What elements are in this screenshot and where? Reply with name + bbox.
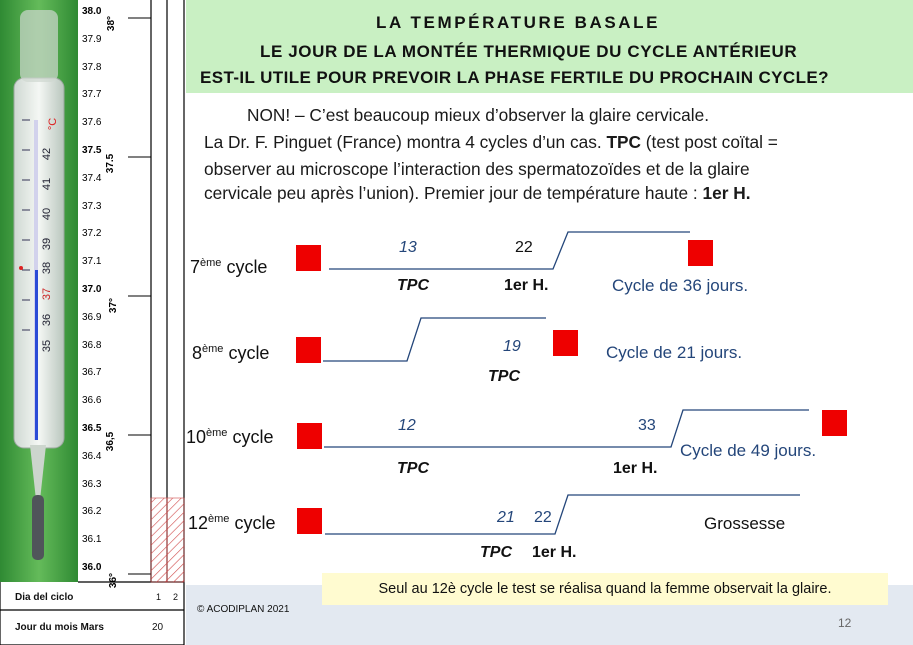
scale-value: 37.1 (82, 256, 102, 268)
cycle-10-start-marker (297, 423, 322, 449)
thermo-label-36: 36 (41, 313, 54, 327)
cycle-10-tpc-day: 12 (398, 417, 416, 434)
thermo-label-42: 42 (41, 147, 54, 161)
cycle-12-label (188, 513, 275, 534)
scale-value: 36.8 (82, 339, 102, 351)
scale-value: 37.5 (82, 145, 102, 156)
cycle-12-tpc: TPC (480, 544, 512, 561)
high-temp-abbrev: 1er H. (702, 183, 751, 203)
cycle-12-num: 12 (188, 513, 209, 533)
cycle-8-label (192, 343, 269, 364)
scale-value: 37.9 (82, 33, 102, 45)
cycle-8-end-marker (553, 330, 578, 356)
cycle-8-sup: ème (202, 343, 224, 355)
thermo-label-37: 37 (41, 287, 54, 301)
scale-value: 36.7 (82, 367, 102, 379)
scale-value: 36.6 (82, 395, 102, 407)
title-line-1: LA TEMPÉRATURE BASALE (376, 13, 661, 32)
scale-value: 37.2 (82, 228, 102, 240)
cycle-7-word: cycle (226, 257, 268, 277)
thermo-label-40: 40 (41, 207, 54, 221)
cycle-12-start-marker (297, 508, 322, 534)
cycle-7-length: Cycle de 36 jours. (612, 276, 749, 295)
scale-value: 37.3 (82, 200, 102, 212)
scale-rot-36: 36° (108, 572, 120, 589)
cycle-10-high-day: 33 (638, 417, 656, 434)
cycle-7-start-marker (296, 245, 321, 271)
cycle-8-length: Cycle de 21 jours. (606, 343, 743, 362)
tpc-abbrev: TPC (606, 132, 641, 152)
cycle-day-1: 1 (156, 592, 162, 602)
scale-value: 36.4 (82, 450, 102, 462)
cycle-7-sup: ème (200, 257, 222, 269)
thermo-label-celsius: °C (47, 117, 60, 131)
scale-value: 38.0 (82, 6, 102, 17)
cycle-10-word: cycle (232, 427, 274, 447)
cycle-10-num: 10 (186, 427, 207, 447)
cycle-7-label (190, 257, 267, 278)
cycle-10-length: Cycle de 49 jours. (680, 441, 817, 460)
cycle-8-num: 8 (192, 343, 203, 363)
cycle-8-tpc: TPC (488, 368, 520, 385)
thermo-label-39: 39 (41, 237, 54, 251)
cycle-8-word: cycle (228, 343, 270, 363)
cycle-10-label (186, 427, 273, 448)
cycle-12-sup: ème (208, 513, 230, 525)
thermo-label-38: 38 (41, 261, 54, 275)
scale-value: 37.7 (82, 89, 102, 101)
scale-value: 37.0 (82, 284, 102, 295)
cycle-7-tpc: TPC (397, 277, 429, 294)
cycle-7-tpc-day: 13 (399, 239, 417, 256)
scale-rot-38: 38° (106, 15, 118, 32)
title-line-3: EST-IL UTILE POUR PREVOIR LA PHASE FERTILE DU PROCHAIN CYCLE? (200, 68, 829, 87)
cycle-12-outcome: Grossesse (704, 514, 786, 533)
cycle-day-label: Dia del ciclo (15, 592, 74, 603)
cycle-10-end-marker (822, 410, 847, 436)
cycle-7-end-marker (688, 240, 713, 266)
scale-value: 36.2 (82, 506, 102, 518)
paragraph-line-1: NON! – C’est beaucoup mieux d’observer la glaire cervicale. (247, 105, 710, 125)
cycle-7-high: 1er H. (504, 277, 549, 294)
scale-value: 36.1 (82, 534, 102, 546)
paragraph-line-4-text: cervicale peu après l’union). Premier jour de température haute : (204, 183, 703, 203)
thermo-label-41: 41 (41, 177, 54, 191)
cycle-8-tpc-day: 19 (503, 338, 521, 355)
paragraph-line-3: observer au microscope l’interaction des spermatozoïdes et de la glaire (204, 159, 750, 179)
paragraph-line-2 (204, 129, 778, 156)
cycle-10-high: 1er H. (613, 460, 658, 477)
scale-value: 37.8 (82, 61, 102, 73)
cycle-10-sup: ème (206, 427, 228, 439)
cycle-10-tpc: TPC (397, 460, 429, 477)
scale-value: 36.0 (82, 562, 102, 573)
cycle-12-word: cycle (234, 513, 276, 533)
paragraph-line-2-text: La Dr. F. Pinguet (France) montra 4 cycles d’un cas. (204, 132, 607, 152)
scale-value: 36.5 (82, 423, 102, 434)
page-number: 12 (838, 616, 852, 630)
scale-rot-36-5: 36,5 (105, 431, 117, 452)
scale-value: 37.4 (82, 172, 102, 184)
paragraph-line-4 (204, 180, 751, 207)
title-line-2: LE JOUR DE LA MONTÉE THERMIQUE DU CYCLE ANTÉRIEUR (260, 42, 798, 61)
cycle-7-num: 7 (190, 257, 201, 277)
paragraph-line-2-end: (test post coïtal = (641, 132, 778, 152)
thermo-label-35: 35 (41, 339, 54, 353)
cycle-12-high-day: 22 (534, 509, 552, 526)
conclusion-note: Seul au 12è cycle le test se réalisa quand la femme observait la glaire. (322, 573, 888, 605)
cycle-8-start-marker (296, 337, 321, 363)
scale-value: 36.9 (82, 311, 102, 323)
month-day-20: 20 (152, 622, 164, 633)
month-day-label: Jour du mois Mars (15, 622, 104, 633)
cycle-day-2: 2 (173, 592, 179, 602)
scale-rot-37: 37° (108, 297, 120, 314)
scale-value: 37.6 (82, 117, 102, 129)
copyright: © ACODIPLAN 2021 (197, 604, 290, 615)
cycle-12-high: 1er H. (532, 544, 577, 561)
cycle-7-high-day: 22 (515, 239, 533, 256)
scale-rot-37-5: 37.5 (105, 153, 117, 174)
cycle-12-tpc-day: 21 (497, 509, 515, 526)
scale-value: 36.3 (82, 478, 102, 490)
